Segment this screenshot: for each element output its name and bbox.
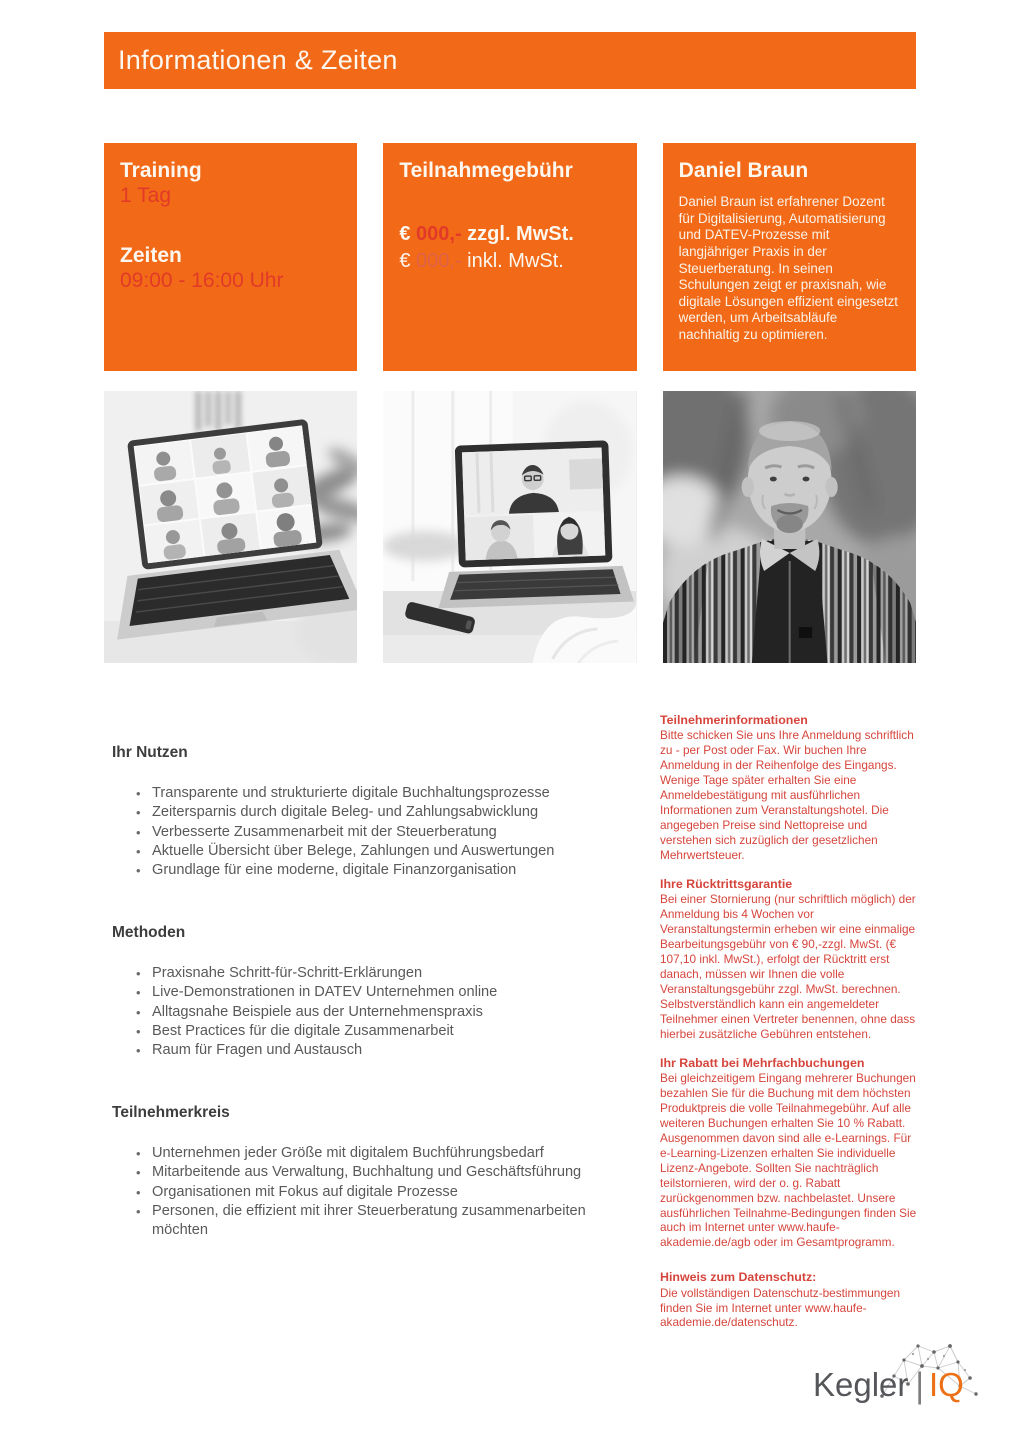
benefits-list [112,784,602,880]
fee-amount-net: 000,- [416,223,462,246]
trainer-bio: Daniel Braun ist erfahrener Dozent für Digitalisierung, Automatisierung und DATEV-Prozesse mit langjähriger Praxis in der Steuerberatung. In seinen Schulungen zeigt er praxisnah, wie digitale Lösungen effizient eingesetzt werden, um Arbeitsabläufe nachhaltig zu optimieren. [678,194,899,343]
fee-card-title: Teilnahmegebühr [399,159,573,182]
audience-heading: Teilnehmerkreis [112,1104,230,1121]
training-duration: 1 Tag [120,184,171,208]
list-item: • Alltagsnahe Beispiele aus der Unternehmenspraxis [152,1003,602,1022]
trainer-portrait-photo [663,391,916,663]
note-body: Bei einer Stornierung (nur schriftlich möglich) der Anmeldung bis 4 Wochen vor Veranstaltungstermin erheben wir eine einmalige Bearbeitungsgebühr von € 90,-zzgl. MwSt. (€ 107,10 inkl. MwSt.), erfolgt der Rücktritt erst danach, müssen wir Ihnen die volle Veranstaltungsgebühr zzgl. MwSt. berechnen. Selbstverständlich kann ein angemeldeter Teilnehmer einen Vertreter benennen, ohne dass hierbei zusätzliche Gebühren entstehen. [660,891,916,1041]
section-audience [112,1104,586,1240]
fee-line-gross: € 000,- inkl. MwSt. [399,250,564,273]
logo-suffix: IQ [928,1366,964,1403]
info-cards-row [104,143,916,371]
list-item: • Raum für Fragen und Austausch [152,1041,602,1060]
logo-separator: | [915,1364,924,1405]
note-body: Bitte schicken Sie uns Ihre Anmeldung schriftlich zu - per Post oder Fax. Wir buchen Ihre Anmeldung in der Reihenfolge des Eingangs. Wenige Tage später erhalten Sie eine Anmeldebestätigung mit ausführlichen Informationen zum Veranstaltungshotel. Die angegeben Preise sind Nettopreise und verstehen sich zuzüglich der gesetzlichen Mehrwertsteuer. [660,728,914,862]
note-heading: Ihr Rabatt bei Mehrfachbuchungen [660,1055,865,1070]
audience-list [112,1144,602,1240]
note-privacy [660,1269,920,1330]
note-cancellation [660,876,920,1042]
laptop-video-conference-grid-photo [104,391,357,663]
list-item: • Praxisnahe Schritt-für-Schritt-Erklärungen [152,964,602,983]
note-body: Die vollständigen Datenschutz-bestimmungen finden Sie im Internet unter www.haufe-akademie.de/datenschutz. [660,1285,900,1330]
photo-row [104,391,916,663]
fee-amount-gross: 000,- [416,250,462,273]
list-item: • Best Practices für die digitale Zusammenarbeit [152,1022,602,1041]
methods-list [112,964,602,1060]
times-label: Zeiten [120,244,182,268]
page-header [104,32,916,89]
list-item: • Personen, die effizient mit ihrer Steuerberatung zusammenarbeiten möchten [152,1202,602,1241]
list-item: • Grundlage für eine moderne, digitale Finanzorganisation [152,861,602,880]
note-discount [660,1055,920,1251]
note-heading: Ihre Rücktrittsgarantie [660,876,793,891]
times-value: 09:00 - 16:00 Uhr [120,269,284,293]
logo-wordmark: Kegler [813,1366,909,1403]
list-item: • Zeitersparnis durch digitale Beleg- und Zahlungsabwicklung [152,803,602,822]
section-benefits [112,744,582,880]
laptop-video-call-photo [383,391,636,663]
fee-line-net: € 000,- zzgl. MwSt. [399,223,574,246]
fee-card [383,143,636,371]
laptop-video-call-photo [383,391,636,663]
trainer-portrait-photo [663,391,916,663]
methods-heading: Methoden [112,924,186,941]
training-card-title: Training [120,159,202,182]
section-methods [112,924,582,1060]
note-heading: Hinweis zum Datenschutz: [660,1270,817,1285]
list-item: • Mitarbeitende aus Verwaltung, Buchhaltung und Geschäftsführung [152,1163,602,1182]
note-body: Bei gleichzeitigem Eingang mehrerer Buchungen bezahlen Sie für die Buchung mit dem höchsten Produktpreis die volle Teilnahmegebühr. Auf alle weiteren Buchungen erhalten Sie 10 % Rabatt. Ausgenommen davon sind alle e-Learnings. Für e-Learning-Lizenzen erhalten Sie individuelle Lizenz-Angebote. Sollten Sie nachträglich teilstornieren, wird der o. g. Rabatt zurückgenommen bzw. nachbelastet. Unsere ausführlichen Teilnahme-Bedingungen finden Sie auch im Internet unter www.haufe-akademie.de/agb oder im Gesamtprogramm. [660,1070,917,1250]
list-item: • Live-Demonstrationen in DATEV Unternehmen online [152,983,602,1002]
training-card [104,143,357,371]
trainer-name: Daniel Braun [678,159,809,182]
note-heading: Teilnehmerinformationen [660,713,808,727]
benefits-heading: Ihr Nutzen [112,744,188,761]
page-title: Informationen & Zeiten [118,45,398,75]
list-item: • Verbesserte Zusammenarbeit mit der Steuerberatung [152,823,602,842]
list-item: • Transparente und strukturierte digitale Buchhaltungsprozesse [152,784,602,803]
kegler-iq-logo [813,1366,964,1404]
legal-notes-column [660,712,920,1343]
list-item: • Aktuelle Übersicht über Belege, Zahlungen und Auswertungen [152,842,602,861]
list-item: • Organisationen mit Fokus auf digitale Prozesse [152,1183,602,1202]
note-participant-info [660,712,920,863]
trainer-card [663,143,916,371]
list-item: • Unternehmen jeder Größe mit digitalem Buchführungsbedarf [152,1144,602,1163]
laptop-video-conference-grid-photo [104,391,357,663]
